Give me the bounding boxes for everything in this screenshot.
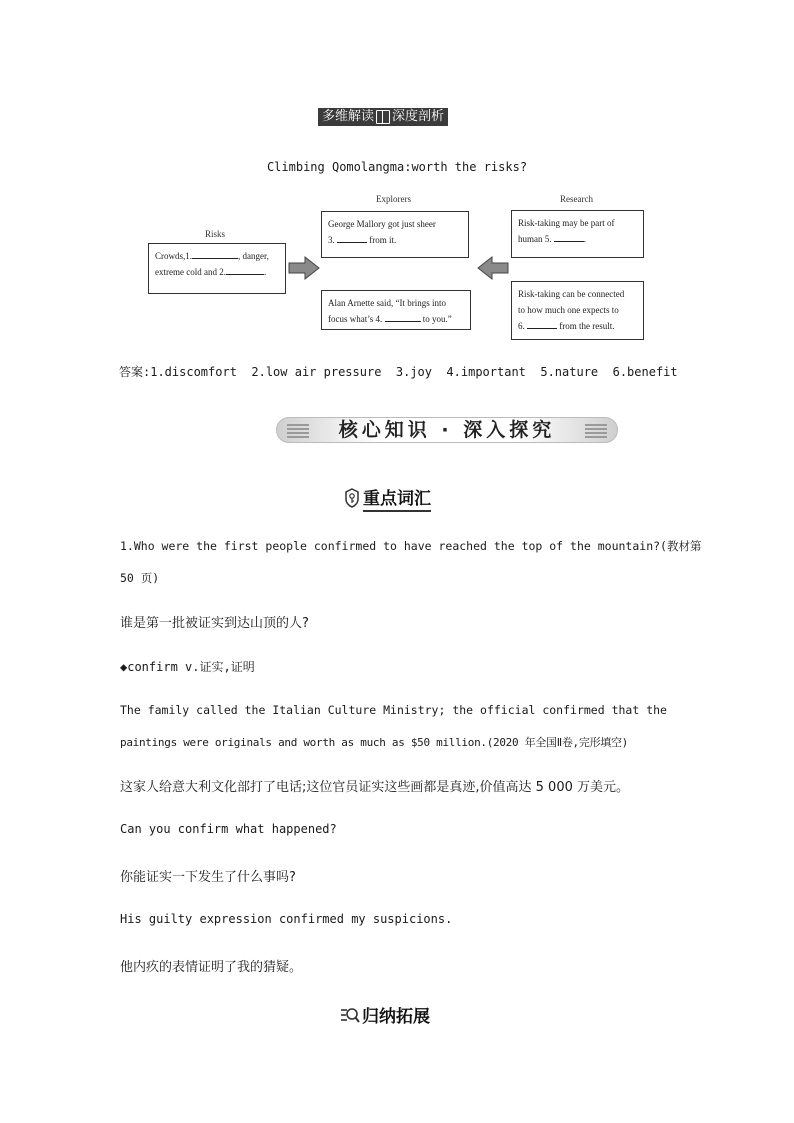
blank-3 — [337, 232, 367, 243]
example-translation: 你能证实一下发生了什么事吗? — [120, 870, 296, 885]
risks-text: , danger, — [238, 251, 269, 261]
core-banner-text: 核心知识 · 深入探究 — [338, 419, 556, 441]
book-icon — [376, 110, 390, 124]
blank-2 — [226, 264, 267, 277]
risks-text: Crowds,1. — [155, 251, 193, 261]
research-text: from the result. — [559, 321, 615, 331]
question-line: 1.Who were the first people confirmed to have reached the top of the mountain?(教材第 — [120, 539, 702, 553]
research-text: human 5. — [518, 234, 552, 244]
word-entry: ◆confirm v.证实,证明 — [120, 660, 255, 674]
research-label: Research — [560, 194, 593, 204]
explorers-label: Explorers — [376, 194, 411, 204]
research-text: . — [583, 234, 586, 244]
risks-label: Risks — [205, 229, 226, 239]
explorers-text: from it. — [369, 235, 397, 245]
section-header — [318, 108, 448, 126]
explorers-text: focus what’s 4. — [328, 314, 383, 324]
blank-4 — [385, 311, 421, 322]
question-line: 50 页) — [120, 571, 160, 585]
research-text: Risk-taking may be part of — [518, 218, 615, 228]
blank-6 — [527, 318, 557, 329]
key-vocab-title: 重点词汇 — [363, 484, 431, 512]
summary-heading — [340, 1002, 430, 1027]
example-sentence: His guilty expression confirmed my suspicions. — [120, 912, 453, 926]
blank-1 — [192, 248, 238, 259]
example-translation: 这家人给意大利文化部打了电话;这位官员证实这些画都是真迹,价值高达 5 000 万美元。 — [120, 780, 629, 795]
translation: 谁是第一批被证实到达山顶的人? — [120, 616, 309, 631]
research-text: 6. — [518, 321, 525, 331]
key-vocab-heading — [344, 484, 431, 512]
explorers-text: George Mallory got just sheer — [328, 219, 436, 229]
key-icon — [344, 488, 360, 508]
section-header-right: 深度剖析 — [392, 109, 445, 124]
diagram-title: Climbing Qomolangma:worth the risks? — [266, 160, 528, 174]
example-sentence: paintings were originals and worth as much as $50 million.(2020 年全国Ⅱ卷,完形填空) — [120, 736, 629, 749]
risks-text: extreme cold and 2. — [155, 267, 226, 277]
explorers-box-1 — [321, 211, 469, 258]
risks-text: . — [263, 267, 267, 277]
research-text: to how much one expects to — [518, 305, 619, 315]
research-box-2 — [511, 281, 644, 340]
example-sentence: Can you confirm what happened? — [120, 822, 337, 836]
left-arrow-icon — [477, 256, 509, 280]
explorers-box-2 — [321, 290, 471, 330]
explorers-text: 3. — [328, 235, 335, 245]
explorers-text: Alan Arnette said, “It brings into — [328, 298, 446, 308]
explorers-text: to you.” — [422, 314, 452, 324]
right-arrow-icon — [288, 256, 320, 280]
research-text: Risk-taking can be connected — [518, 289, 625, 299]
search-icon — [340, 1006, 360, 1024]
research-box-1 — [511, 210, 644, 258]
example-translation: 他内疚的表情证明了我的猜疑。 — [120, 960, 303, 975]
section-header-left: 多维解读 — [322, 109, 375, 124]
blank-5 — [554, 231, 584, 242]
example-sentence: The family called the Italian Culture Ministry; the official confirmed that the — [120, 703, 667, 717]
risks-box — [148, 243, 286, 294]
answer-line: 答案:1.discomfort 2.low air pressure 3.joy 4.important 5.nature 6.benefit — [119, 365, 678, 379]
summary-title: 归纳拓展 — [362, 1007, 430, 1027]
